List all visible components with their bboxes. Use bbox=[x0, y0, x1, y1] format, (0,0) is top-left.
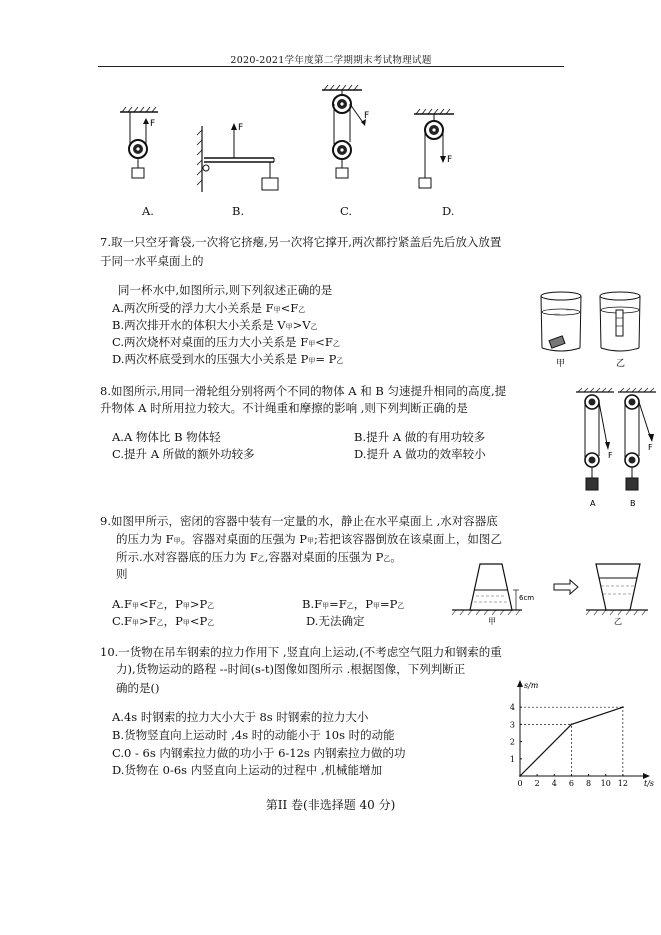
x-tick-label: 2 bbox=[534, 779, 540, 788]
option-d-label: D. bbox=[442, 204, 455, 218]
section-two-title: 第II 卷(非选择题 40 分) bbox=[265, 798, 396, 812]
svg-text:F: F bbox=[364, 111, 370, 121]
q10-option-c: C.0 - 6s 内钢索拉力做的功小于 6-12s 内钢索拉力做的功 bbox=[112, 746, 406, 760]
pulley-figure-a bbox=[118, 84, 168, 194]
q7-option-c: C.两次烧杯对桌面的压力大小关系是 F甲<F乙 bbox=[112, 335, 340, 349]
pulley-figure-c bbox=[318, 84, 374, 194]
svg-text:F: F bbox=[447, 155, 453, 165]
q10-option-d: D.货物在 0-6s 内竖直向上运动的过程中 ,机械能增加 bbox=[112, 763, 383, 777]
q9-stem-line1: 9.如图甲所示，密闭的容器中装有一定量的水，静止在水平桌面上 ,水对容器底 bbox=[100, 514, 498, 528]
header-rule bbox=[98, 66, 564, 67]
q8-fig-label-b: B bbox=[630, 499, 636, 508]
q8-option-a: A.A 物体比 B 物体轻 bbox=[112, 430, 221, 444]
q7-stem-line3: 同一杯水中,如图所示,则下列叙述正确的是 bbox=[118, 283, 333, 297]
q10-option-b: B.货物竖直向上运动时 ,4s 时的动能小于 10s 时的动能 bbox=[112, 728, 395, 742]
q8-fig-label-a: A bbox=[590, 499, 596, 508]
data-point bbox=[519, 775, 521, 777]
q10-stem-line1: 10.一货物在吊车钢索的拉力作用下 ,竖直向上运动,(不考虑空气阻力和钢索的重 bbox=[100, 645, 502, 659]
q7-stem-line2: 于同一水平桌面上的 bbox=[100, 254, 204, 268]
q8-option-c: C.提升 A 所做的额外功较多 bbox=[112, 447, 255, 461]
x-tick-label: 4 bbox=[551, 779, 557, 788]
q7-fig-label-yi: 乙 bbox=[616, 359, 626, 369]
x-tick-label: 0 bbox=[517, 779, 523, 788]
y-tick-label: 3 bbox=[509, 720, 515, 730]
q8-stem-line2: 升物体 A 时所用拉力较大。不计绳重和摩擦的影响 ,则下列判断正确的是 bbox=[100, 401, 468, 415]
q9-container-figure bbox=[450, 552, 650, 628]
q9-option-d: D.无法确定 bbox=[306, 614, 365, 628]
q10-stem-line3: 确的是() bbox=[116, 681, 160, 695]
x-tick-label: 12 bbox=[617, 779, 628, 788]
q9-stem-line3: 所示.水对容器底的压力为 F乙,容器对桌面的压强为 P乙。 bbox=[116, 550, 402, 564]
x-tick-label: 8 bbox=[586, 779, 592, 788]
q7-stem-line1: 7.取一只空牙膏袋,一次将它挤瘪,另一次将它撑开,两次都拧紧盖后先后放入放置 bbox=[100, 235, 502, 249]
option-b-label: B. bbox=[232, 204, 245, 218]
y-tick-label: 2 bbox=[509, 737, 515, 747]
y-axis-label: s/m bbox=[524, 681, 539, 690]
y-tick-label: 1 bbox=[509, 754, 515, 764]
q9-stem-line2: 的压力为 F甲。容器对桌面的压强为 P甲;若把该容器倒放在该桌面上，如图乙 bbox=[116, 532, 502, 546]
pulley-figure-d bbox=[408, 108, 464, 194]
q7-option-a: A.两次所受的浮力大小关系是 F甲<F乙 bbox=[112, 301, 306, 315]
svg-text:F: F bbox=[150, 119, 156, 129]
q9-option-c: C.F甲>F乙，P甲<P乙 bbox=[112, 614, 215, 628]
q7-fig-label-jia: 甲 bbox=[556, 359, 566, 369]
y-tick-label: 4 bbox=[509, 703, 515, 713]
y-axis-arrow bbox=[517, 680, 523, 687]
x-tick-label: 10 bbox=[600, 779, 611, 788]
q8-fig-force-left: F bbox=[608, 451, 613, 460]
q8-stem-line1: 8.如图所示,用同一滑轮组分别将两个不同的物体 A 和 B 匀速提升相同的高度,提 bbox=[100, 384, 507, 398]
q9-stem-line4: 则 bbox=[116, 567, 128, 581]
q7-option-b: B.两次排开水的体积大小关系是 V甲>V乙 bbox=[112, 318, 318, 332]
q9-fig-label-yi: 乙 bbox=[614, 617, 622, 626]
page-header: 2020-2021学年度第二学期期末考试物理试题 bbox=[230, 55, 432, 66]
x-axis-label: t/s bbox=[644, 779, 655, 788]
q9-fig-6cm: 6cm bbox=[519, 594, 535, 602]
q7-beakers-figure bbox=[536, 286, 648, 370]
data-point bbox=[571, 724, 573, 726]
q9-option-a: A.F甲<F乙，P甲>P乙 bbox=[112, 597, 215, 611]
option-a-label: A. bbox=[142, 204, 154, 218]
q10-stem-line2: 力),货物运动的路程 --时间(s-t)图像如图所示 .根据图像，下列判断正 bbox=[116, 662, 466, 676]
data-point bbox=[622, 706, 624, 708]
q8-option-d: D.提升 A 做功的效率较小 bbox=[354, 447, 486, 461]
q8-option-b: B.提升 A 做的有用功较多 bbox=[354, 430, 486, 444]
series-line bbox=[520, 707, 623, 776]
pulley-figure-b bbox=[190, 106, 290, 194]
x-tick-label: 6 bbox=[568, 779, 574, 788]
svg-text:F: F bbox=[238, 123, 244, 133]
q9-option-b: B.F甲=F乙，P甲=P乙 bbox=[302, 597, 405, 611]
q7-option-d: D.两次杯底受到水的压强大小关系是 P甲= P乙 bbox=[112, 352, 344, 366]
q8-pulley-system-figure bbox=[574, 386, 658, 512]
q10-option-a: A.4s 时钢索的拉力大小大于 8s 时钢索的拉力大小 bbox=[112, 710, 369, 724]
q9-fig-label-jia: 甲 bbox=[488, 617, 496, 626]
st-graph bbox=[500, 672, 660, 788]
option-c-label: C. bbox=[340, 204, 353, 218]
q8-fig-force-right: F bbox=[648, 443, 653, 452]
